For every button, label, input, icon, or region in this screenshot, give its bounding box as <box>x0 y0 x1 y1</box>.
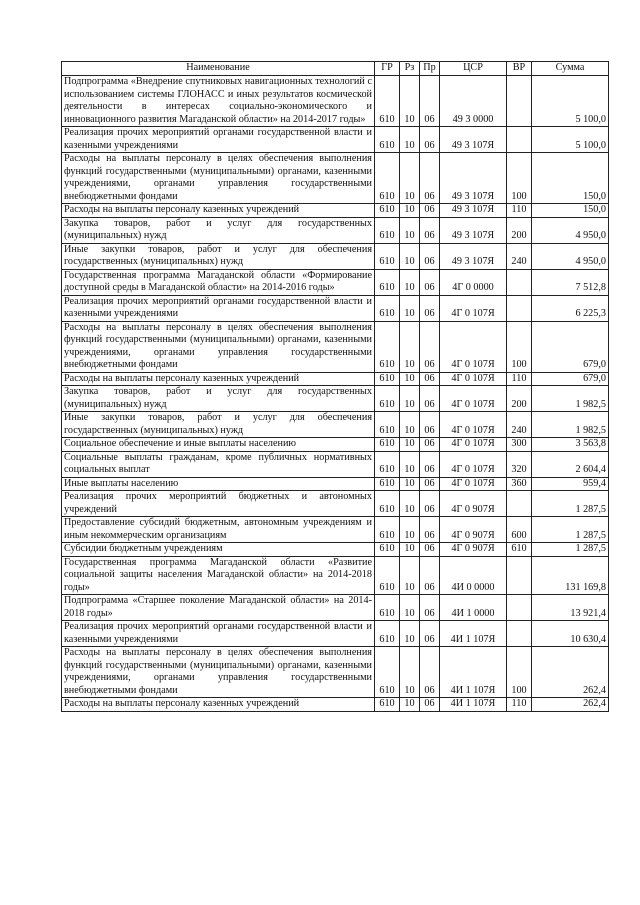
cell-name: Иные закупки товаров, работ и услуг для обеспечения государственных (муниципальных) нужд <box>62 412 375 438</box>
cell-vr: 320 <box>507 451 532 477</box>
cell-sum: 959,4 <box>532 477 609 491</box>
cell-pr: 06 <box>420 491 440 517</box>
table-row <box>62 491 609 517</box>
cell-csr: 4Г 0 907Я <box>440 543 507 557</box>
cell-vr <box>507 76 532 127</box>
table-row <box>62 127 609 153</box>
cell-rz: 10 <box>400 491 420 517</box>
cell-sum: 679,0 <box>532 321 609 372</box>
cell-sum: 131 169,8 <box>532 556 609 595</box>
cell-sum: 5 100,0 <box>532 76 609 127</box>
cell-gr: 610 <box>375 204 400 218</box>
cell-vr <box>507 621 532 647</box>
cell-gr: 610 <box>375 595 400 621</box>
cell-gr: 610 <box>375 386 400 412</box>
cell-csr: 49 3 0000 <box>440 76 507 127</box>
cell-name: Реализация прочих мероприятий органами государственной власти и казенными учреждениями <box>62 127 375 153</box>
cell-vr: 110 <box>507 698 532 712</box>
cell-pr: 06 <box>420 127 440 153</box>
cell-csr: 49 3 107Я <box>440 127 507 153</box>
cell-vr: 300 <box>507 438 532 452</box>
cell-gr: 610 <box>375 243 400 269</box>
cell-vr: 600 <box>507 517 532 543</box>
cell-pr: 06 <box>420 153 440 204</box>
table-row <box>62 517 609 543</box>
table-row <box>62 153 609 204</box>
cell-gr: 610 <box>375 217 400 243</box>
table-row <box>62 556 609 595</box>
cell-rz: 10 <box>400 295 420 321</box>
budget-table <box>61 61 609 712</box>
header-gr: ГР <box>375 62 400 76</box>
table-row <box>62 621 609 647</box>
cell-csr: 4Г 0 907Я <box>440 517 507 543</box>
cell-name: Закупка товаров, работ и услуг для государственных (муниципальных) нужд <box>62 386 375 412</box>
cell-vr <box>507 556 532 595</box>
cell-csr: 4И 1 107Я <box>440 647 507 698</box>
cell-csr: 4Г 0 0000 <box>440 269 507 295</box>
cell-gr: 610 <box>375 76 400 127</box>
cell-name: Расходы на выплаты персоналу казенных учреждений <box>62 204 375 218</box>
cell-name: Реализация прочих мероприятий органами государственной власти и казенными учреждениями <box>62 621 375 647</box>
cell-name: Иные закупки товаров, работ и услуг для обеспечения государственных (муниципальных) нужд <box>62 243 375 269</box>
cell-sum: 262,4 <box>532 647 609 698</box>
cell-rz: 10 <box>400 477 420 491</box>
document-page <box>61 61 608 712</box>
cell-sum: 4 950,0 <box>532 217 609 243</box>
table-row <box>62 698 609 712</box>
cell-rz: 10 <box>400 647 420 698</box>
table-row <box>62 386 609 412</box>
cell-rz: 10 <box>400 556 420 595</box>
cell-name: Расходы на выплаты персоналу в целях обеспечения выполнения функций государственными (муниципальными) органами, казенными учреждениями, органами управления государственными внебюджетными фондами <box>62 321 375 372</box>
cell-pr: 06 <box>420 295 440 321</box>
header-sum: Сумма <box>532 62 609 76</box>
cell-pr: 06 <box>420 438 440 452</box>
cell-csr: 4Г 0 107Я <box>440 386 507 412</box>
cell-pr: 06 <box>420 595 440 621</box>
cell-name: Расходы на выплаты персоналу казенных учреждений <box>62 372 375 386</box>
table-row <box>62 243 609 269</box>
cell-csr: 49 3 107Я <box>440 217 507 243</box>
cell-csr: 4Г 0 107Я <box>440 412 507 438</box>
cell-name: Реализация прочих мероприятий бюджетных и автономных учреждений <box>62 491 375 517</box>
cell-rz: 10 <box>400 269 420 295</box>
cell-vr: 240 <box>507 243 532 269</box>
cell-rz: 10 <box>400 698 420 712</box>
table-row <box>62 412 609 438</box>
cell-gr: 610 <box>375 491 400 517</box>
table-row <box>62 647 609 698</box>
cell-pr: 06 <box>420 386 440 412</box>
cell-vr <box>507 595 532 621</box>
cell-vr: 360 <box>507 477 532 491</box>
cell-name: Социальные выплаты гражданам, кроме публичных нормативных социальных выплат <box>62 451 375 477</box>
cell-rz: 10 <box>400 153 420 204</box>
cell-pr: 06 <box>420 269 440 295</box>
cell-name: Предоставление субсидий бюджетным, автономным учреждениям и иным некоммерческим организациям <box>62 517 375 543</box>
cell-rz: 10 <box>400 204 420 218</box>
cell-rz: 10 <box>400 595 420 621</box>
cell-vr: 610 <box>507 543 532 557</box>
cell-pr: 06 <box>420 204 440 218</box>
cell-name: Расходы на выплаты персоналу в целях обеспечения выполнения функций государственными (муниципальными) органами, казенными учреждениями, органами управления государственными внебюджетными фондами <box>62 647 375 698</box>
table-row <box>62 295 609 321</box>
cell-name: Расходы на выплаты персоналу казенных учреждений <box>62 698 375 712</box>
cell-pr: 06 <box>420 451 440 477</box>
cell-csr: 4Г 0 107Я <box>440 372 507 386</box>
cell-vr: 110 <box>507 372 532 386</box>
cell-rz: 10 <box>400 451 420 477</box>
cell-gr: 610 <box>375 477 400 491</box>
cell-sum: 150,0 <box>532 153 609 204</box>
cell-sum: 150,0 <box>532 204 609 218</box>
header-rz: Рз <box>400 62 420 76</box>
cell-vr: 100 <box>507 321 532 372</box>
cell-vr: 110 <box>507 204 532 218</box>
cell-gr: 610 <box>375 698 400 712</box>
cell-name: Закупка товаров, работ и услуг для государственных (муниципальных) нужд <box>62 217 375 243</box>
cell-pr: 06 <box>420 477 440 491</box>
cell-csr: 4Г 0 107Я <box>440 451 507 477</box>
cell-sum: 1 287,5 <box>532 543 609 557</box>
cell-rz: 10 <box>400 372 420 386</box>
cell-gr: 610 <box>375 269 400 295</box>
cell-sum: 1 982,5 <box>532 386 609 412</box>
cell-vr <box>507 127 532 153</box>
cell-pr: 06 <box>420 76 440 127</box>
table-row <box>62 204 609 218</box>
cell-sum: 679,0 <box>532 372 609 386</box>
header-pr: Пр <box>420 62 440 76</box>
cell-gr: 610 <box>375 321 400 372</box>
cell-gr: 610 <box>375 543 400 557</box>
cell-gr: 610 <box>375 556 400 595</box>
cell-pr: 06 <box>420 543 440 557</box>
cell-pr: 06 <box>420 372 440 386</box>
table-row <box>62 451 609 477</box>
cell-gr: 610 <box>375 647 400 698</box>
cell-pr: 06 <box>420 647 440 698</box>
cell-csr: 49 3 107Я <box>440 204 507 218</box>
cell-pr: 06 <box>420 412 440 438</box>
cell-name: Подпрограмма «Внедрение спутниковых навигационных технологий с использованием системы ГЛОНАСС и иных результатов космической деятельности в интересах социально-экономического и инновационного развития Магаданской области» на 2014-2017 годы» <box>62 76 375 127</box>
table-body <box>62 76 609 712</box>
cell-rz: 10 <box>400 621 420 647</box>
cell-rz: 10 <box>400 217 420 243</box>
cell-gr: 610 <box>375 451 400 477</box>
header-csr: ЦСР <box>440 62 507 76</box>
cell-gr: 610 <box>375 412 400 438</box>
cell-rz: 10 <box>400 438 420 452</box>
cell-sum: 4 950,0 <box>532 243 609 269</box>
cell-sum: 10 630,4 <box>532 621 609 647</box>
cell-csr: 4И 1 107Я <box>440 621 507 647</box>
cell-sum: 1 982,5 <box>532 412 609 438</box>
cell-csr: 4Г 0 107Я <box>440 295 507 321</box>
cell-vr: 100 <box>507 647 532 698</box>
table-row <box>62 595 609 621</box>
cell-pr: 06 <box>420 517 440 543</box>
cell-name: Расходы на выплаты персоналу в целях обеспечения выполнения функций государственными (муниципальными) органами, казенными учреждениями, органами управления государственными внебюджетными фондами <box>62 153 375 204</box>
cell-rz: 10 <box>400 321 420 372</box>
table-row <box>62 438 609 452</box>
cell-csr: 49 3 107Я <box>440 153 507 204</box>
cell-name: Государственная программа Магаданской области «Развитие социальной защиты населения Магаданской области» на 2014-2018 годы» <box>62 556 375 595</box>
cell-csr: 4Г 0 107Я <box>440 321 507 372</box>
cell-name: Подпрограмма «Старшее поколение Магаданской области» на 2014-2018 годы» <box>62 595 375 621</box>
cell-vr <box>507 295 532 321</box>
cell-rz: 10 <box>400 517 420 543</box>
cell-gr: 610 <box>375 517 400 543</box>
cell-csr: 4Г 0 107Я <box>440 438 507 452</box>
cell-vr <box>507 491 532 517</box>
cell-name: Иные выплаты населению <box>62 477 375 491</box>
cell-pr: 06 <box>420 556 440 595</box>
header-vr: ВР <box>507 62 532 76</box>
cell-pr: 06 <box>420 698 440 712</box>
cell-csr: 49 3 107Я <box>440 243 507 269</box>
cell-gr: 610 <box>375 438 400 452</box>
cell-vr: 240 <box>507 412 532 438</box>
table-row <box>62 76 609 127</box>
cell-sum: 2 604,4 <box>532 451 609 477</box>
cell-pr: 06 <box>420 217 440 243</box>
table-row <box>62 372 609 386</box>
cell-csr: 4Г 0 907Я <box>440 491 507 517</box>
cell-sum: 7 512,8 <box>532 269 609 295</box>
cell-sum: 13 921,4 <box>532 595 609 621</box>
cell-sum: 3 563,8 <box>532 438 609 452</box>
cell-sum: 1 287,5 <box>532 517 609 543</box>
cell-rz: 10 <box>400 243 420 269</box>
cell-rz: 10 <box>400 543 420 557</box>
cell-gr: 610 <box>375 127 400 153</box>
cell-rz: 10 <box>400 386 420 412</box>
cell-rz: 10 <box>400 412 420 438</box>
cell-sum: 1 287,5 <box>532 491 609 517</box>
table-row <box>62 543 609 557</box>
cell-pr: 06 <box>420 243 440 269</box>
cell-name: Субсидии бюджетным учреждениям <box>62 543 375 557</box>
cell-rz: 10 <box>400 127 420 153</box>
cell-name: Государственная программа Магаданской области «Формирование доступной среды в Магаданской области» на 2014-2016 годы» <box>62 269 375 295</box>
cell-csr: 4И 1 0000 <box>440 595 507 621</box>
cell-sum: 6 225,3 <box>532 295 609 321</box>
cell-rz: 10 <box>400 76 420 127</box>
cell-csr: 4Г 0 107Я <box>440 477 507 491</box>
cell-gr: 610 <box>375 295 400 321</box>
table-header-row <box>62 62 609 76</box>
cell-gr: 610 <box>375 372 400 386</box>
table-row <box>62 217 609 243</box>
cell-name: Социальное обеспечение и иные выплаты населению <box>62 438 375 452</box>
cell-gr: 610 <box>375 153 400 204</box>
table-row <box>62 321 609 372</box>
table-row <box>62 269 609 295</box>
cell-vr: 200 <box>507 217 532 243</box>
cell-vr <box>507 269 532 295</box>
cell-csr: 4И 0 0000 <box>440 556 507 595</box>
table-row <box>62 477 609 491</box>
cell-pr: 06 <box>420 621 440 647</box>
cell-sum: 262,4 <box>532 698 609 712</box>
header-name: Наименование <box>62 62 375 76</box>
cell-csr: 4И 1 107Я <box>440 698 507 712</box>
cell-vr: 100 <box>507 153 532 204</box>
cell-name: Реализация прочих мероприятий органами государственной власти и казенными учреждениями <box>62 295 375 321</box>
cell-gr: 610 <box>375 621 400 647</box>
cell-sum: 5 100,0 <box>532 127 609 153</box>
cell-pr: 06 <box>420 321 440 372</box>
cell-vr: 200 <box>507 386 532 412</box>
